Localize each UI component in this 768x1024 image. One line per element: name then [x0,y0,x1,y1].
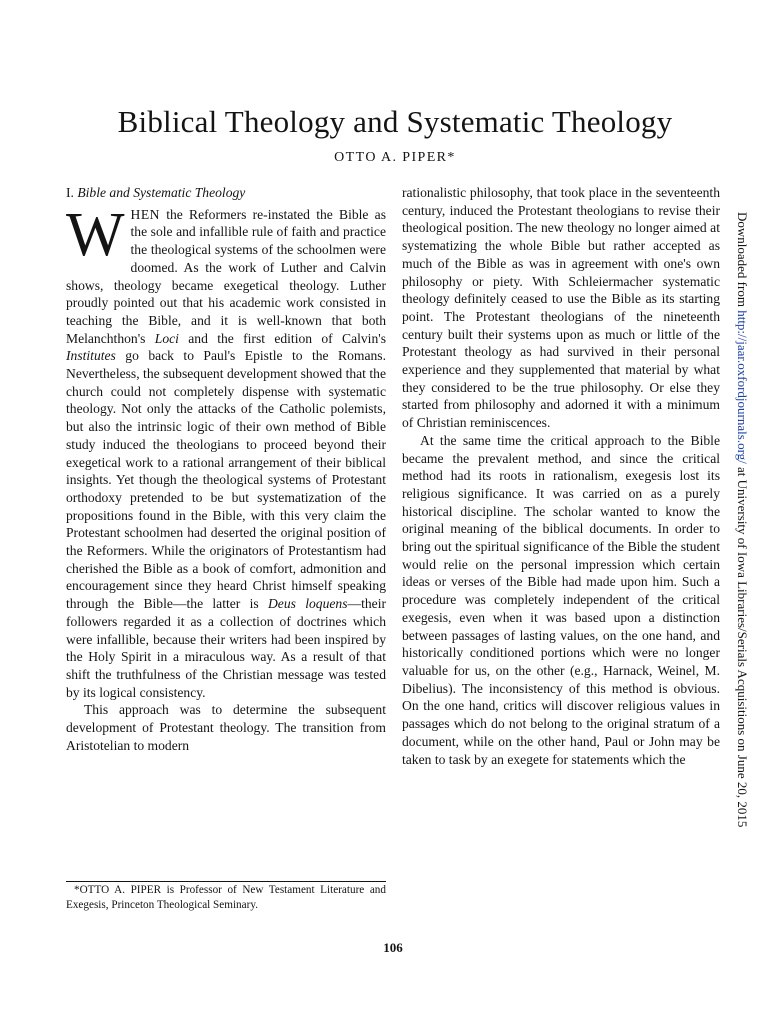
deus-loquens-italic: Deus loquens [267,596,348,612]
download-watermark [734,212,750,827]
journal-link[interactable]: http://jaar.oxfordjournals.org/ [735,310,750,464]
footnote-rule [66,881,386,882]
section-title: Bible and Systematic Theology [77,185,246,200]
article-title: Biblical Theology and Systematic Theology [117,104,673,139]
page-number: 106 [383,940,403,955]
left-column [66,184,386,755]
download-suffix: at University of Iowa Libraries/Serials Acquisitions on June 20, 2015 [735,463,750,828]
institutes-italic: Institutes [66,348,116,364]
right-paragraph-2: At the same time the critical approach to the Bible became the prevalent method, and since the critical method had its roots in rationalism, exegesis lost its religious significance. It was carried on as a purely historical discipline. The scholar wanted to know the original meaning of the biblical documents. In order to bring out the spiritual significance of the Bible the student would relie on the personal impression which certain ideas or verses of the Bible had made upon him. Such a procedure was completely independent of the critical exegesis, even when it was based upon a distinction between passages of lasting values, on the one hand, and historically conditioned portions which were no longer valuable for us, on the other (e.g., Harnack, Weinel, M. Dibelius). The inconsistency of this method is obvious. On the one hand, critics will discover religious values in passages which do not belong to the original stratum of a document, while on the other hand, Paul or John may be taken to task by an exegete for statements which the [402,432,720,767]
paragraph-text: —their followers regarded it as a collection of doctrines which were infallible, because their writers had been inspired by the Holy Spirit in a miraculous way. As a result of that shift the truthfulness of the Christian message was tested by its logical consistency. [66,596,387,700]
section-number: I. [66,185,74,200]
first-word: HEN [130,206,160,222]
footnote [66,883,386,913]
download-prefix: Downloaded from [735,212,750,311]
right-paragraph-1: rationalistic philosophy, that took place in the seventeenth century, induced the Protestant theologians to revise their theological position. The new theology no longer aimed at systematizing the whole Bible but rather accepted as much of the Bible as was in agreement with one's own philosophy or piety. With Schleiermacher systematic theology definitely ceased to use the Bible as its starting point. The Protestant theologians of the nineteenth century built their systems upon as much or little of the Protestant theology as had survived in their personal experience and they supplemented that material by what they considered to be the true philosophy. Or else they started from philosophy and adorned it with a minimum of Christian reminiscences. [402,185,720,431]
paragraph-text: and the first edition of Calvin's [178,330,386,346]
paragraph-text: the Reformers re-instated the Bible as the sole and infallible rule of faith and practice the theological systems of the schoolmen were doomed. As the work of Luther and Calvin shows, theology became exegetical theology. Luther proudly pointed out that his academic work consisted in teaching the Bible, and it is well-known that both Melanchthon's [66,206,386,346]
paragraph-text: go back to Paul's Epistle to the Romans. Nevertheless, the subsequent development showed that the church could not completely dispense with systematic theology. Not only the attacks of the Catholic polemists, but also the intrinsic logic of their own method of Bible study induced the theologians to proceed beyond their exegetical work to a rational arrangement of their biblical insights. Yet though the theological systems of Protestant orthodoxy pretended to be but systematization of the propositions found in the Bible, with this very claim the Protestant schoolmen had deserted the original position of the Reformers. While the originators of Protestantism had cherished the Bible as a book of comfort, admonition and encouragement since they heard Christ himself speaking through the Bible—the latter is [66,348,386,612]
right-column [402,184,720,768]
drop-cap: W [66,200,125,269]
left-paragraph-2: This approach was to determine the subsequent development of Protestant theology. The transition from Aristotelian to modern [66,702,386,753]
footnote-text: *OTTO A. PIPER is Professor of New Testament Literature and Exegesis, Princeton Theological Seminary. [66,884,386,911]
article-author: OTTO A. PIPER* [334,150,456,165]
loci-italic: Loci [154,330,179,346]
left-paragraph-1 [66,200,387,702]
section-heading [66,184,386,202]
